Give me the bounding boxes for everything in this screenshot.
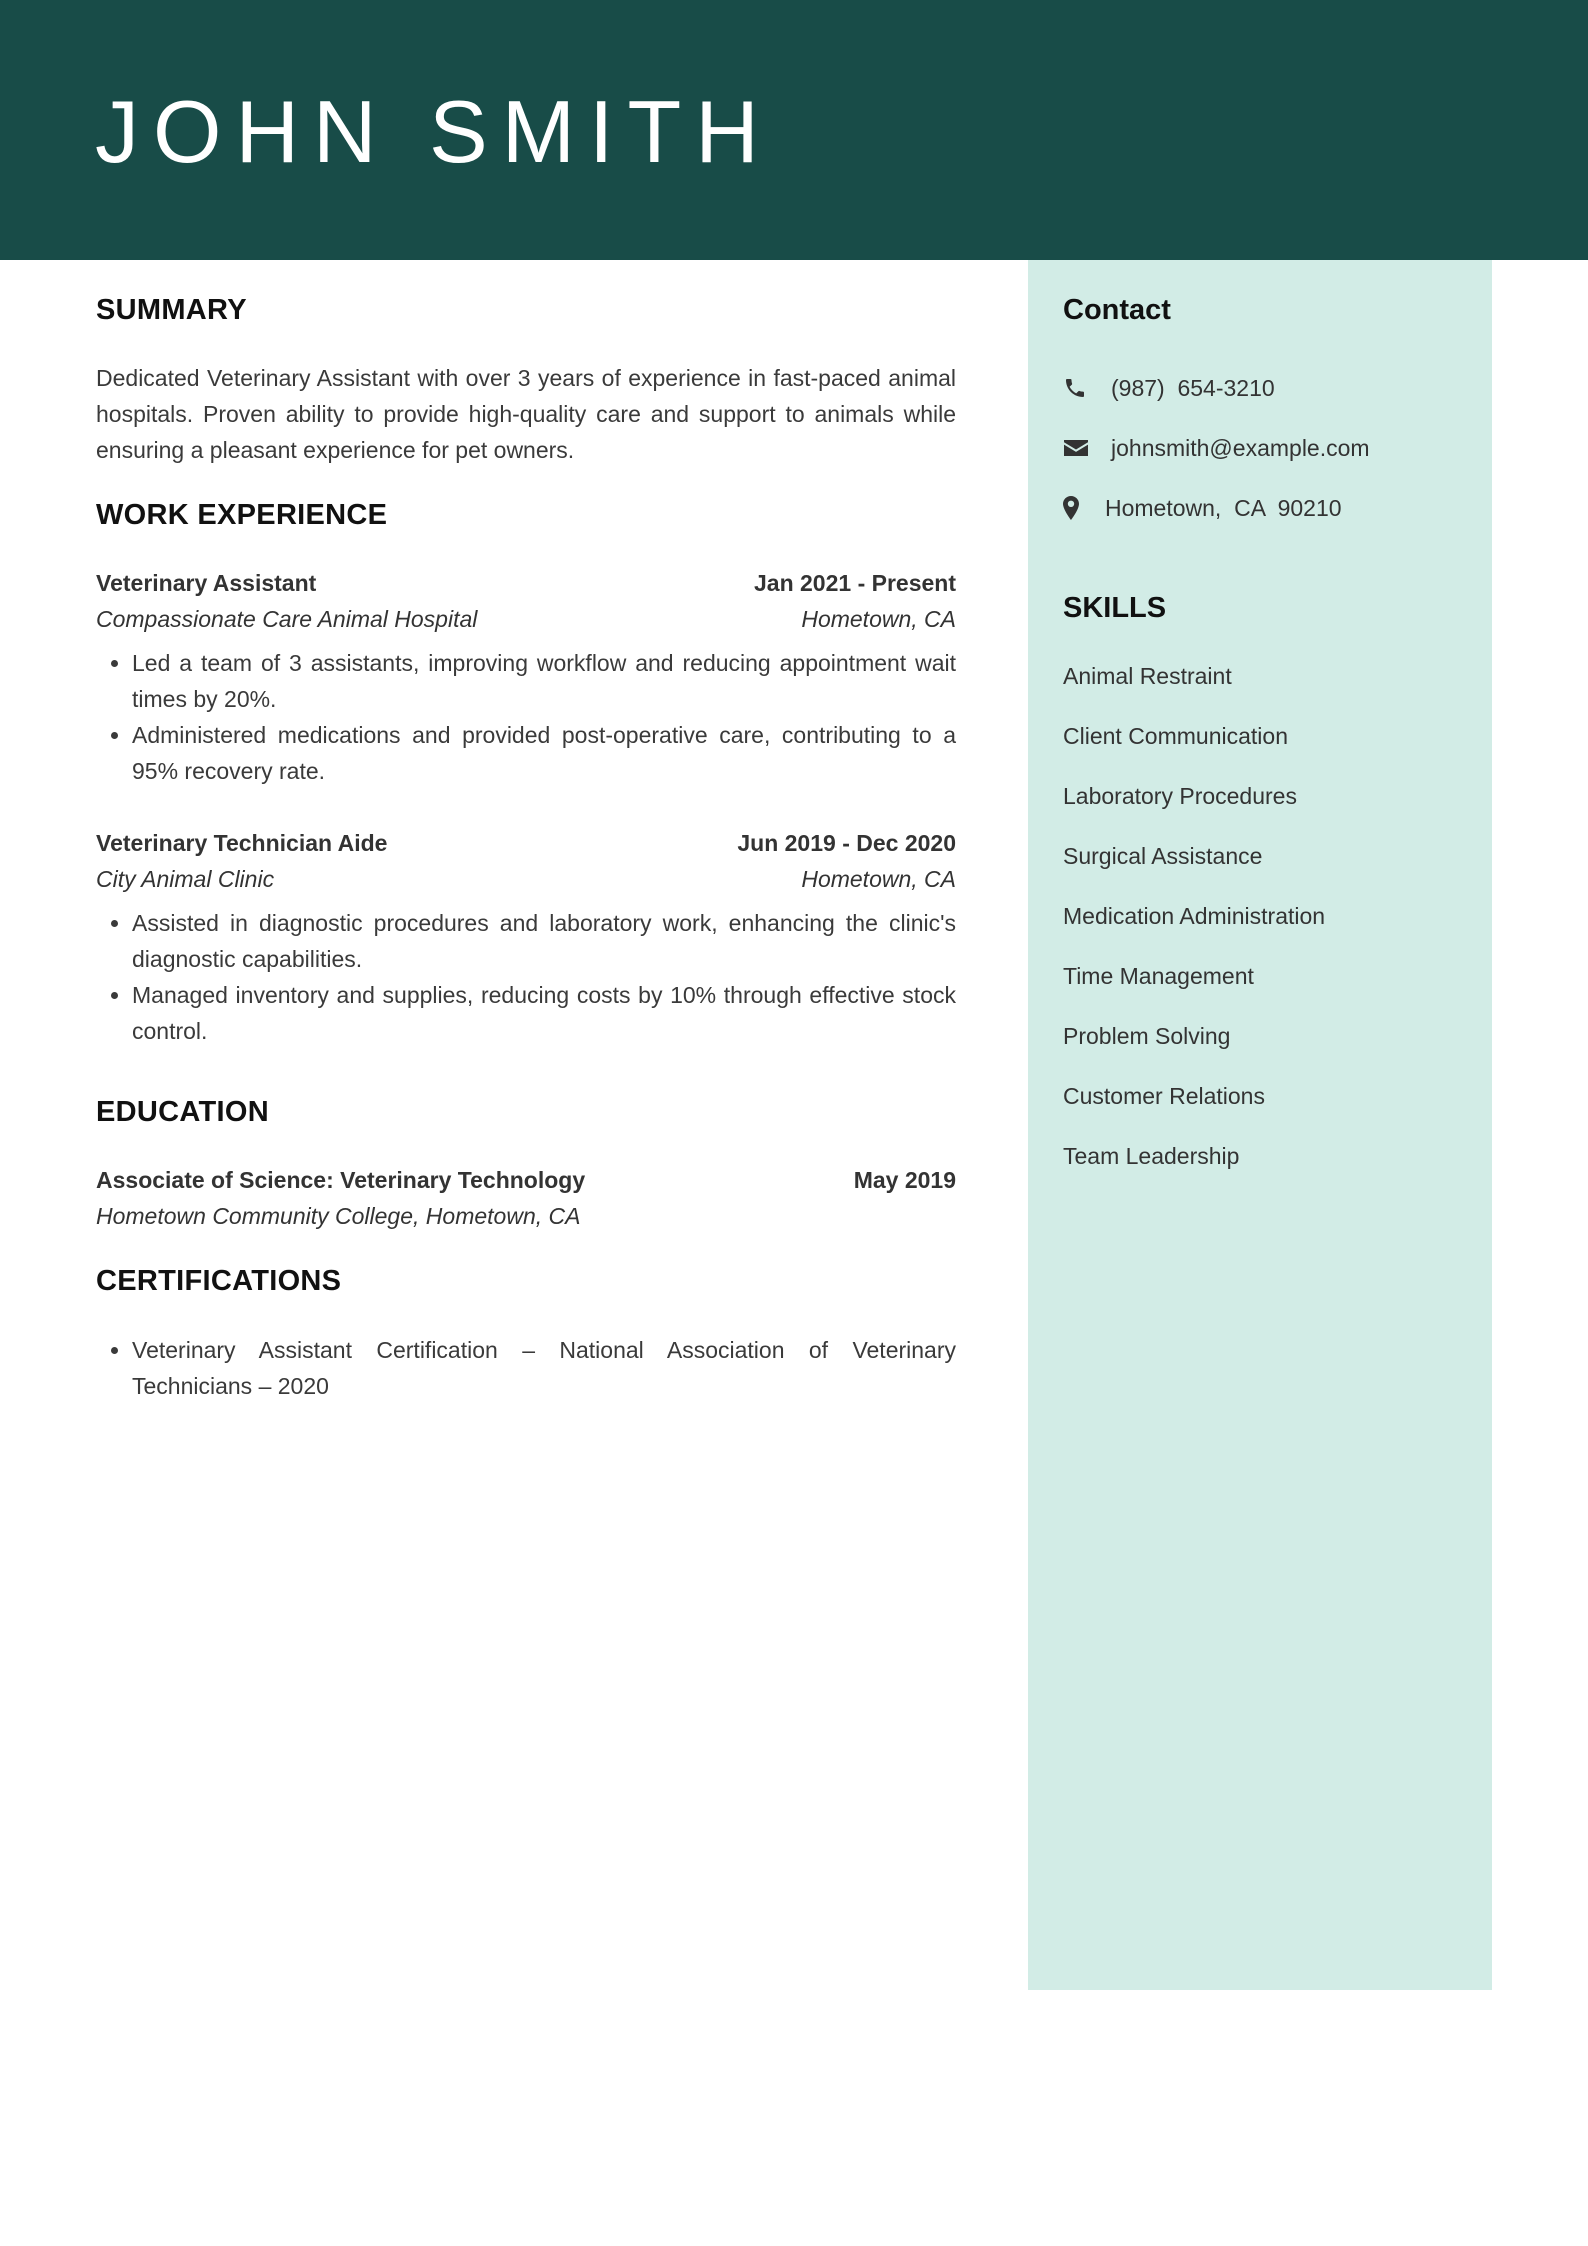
job-entry [96,565,956,789]
education-school: Hometown Community College, Hometown, CA [96,1203,581,1229]
job-bullet: • Assisted in diagnostic procedures and laboratory work, enhancing the clinic's diagnostic capabilities. [132,905,956,977]
contact-phone [1063,370,1275,406]
skills-list [1063,658,1325,1198]
certifications-heading: CERTIFICATIONS [96,1265,342,1297]
candidate-name: JOHN SMITH [95,82,773,181]
job-role: Veterinary Technician Aide [96,830,388,856]
contact-address-text: Hometown, CA 90210 [1105,494,1342,521]
job-bullets [96,905,956,1049]
skill-item: Team Leadership [1063,1143,1240,1169]
skill-item: Laboratory Procedures [1063,783,1297,809]
certification-item: • Veterinary Assistant Certification – National Association of Veterinary Technicians – 2020 [132,1332,956,1404]
job-role: Veterinary Assistant [96,570,317,596]
summary-heading: SUMMARY [96,294,247,326]
skill-item: Customer Relations [1063,1083,1265,1109]
education-heading: EDUCATION [96,1096,269,1128]
education-degree: Associate of Science: Veterinary Technology [96,1167,586,1193]
contact-address [1063,490,1342,526]
contact-heading: Contact [1063,294,1171,326]
education-date: May 2019 [853,1167,956,1193]
phone-icon [1063,375,1089,401]
sidebar [1028,260,1492,1990]
contact-phone-text: (987) 654-3210 [1111,374,1275,401]
skills-heading: SKILLS [1063,592,1167,624]
job-bullet: • Led a team of 3 assistants, improving workflow and reducing appointment wait times by 20%. [132,645,956,717]
skill-item: Time Management [1063,963,1254,989]
education-entry [96,1162,956,1234]
skill-item: Client Communication [1063,723,1288,749]
job-bullet: • Administered medications and provided post-operative care, contributing to a 95% recovery rate. [132,717,956,789]
job-entry [96,825,956,1049]
certifications-list [96,1332,956,1404]
contact-email-text: johnsmith@example.com [1111,434,1370,461]
envelope-icon [1063,435,1089,461]
job-location: Hometown, CA [801,866,956,892]
skill-item: Animal Restraint [1063,663,1232,689]
job-employer: City Animal Clinic [96,866,275,892]
job-dates: Jun 2019 - Dec 2020 [737,830,956,856]
job-employer: Compassionate Care Animal Hospital [96,606,478,632]
contact-email [1063,430,1370,466]
job-bullet: • Managed inventory and supplies, reducing costs by 10% through effective stock control. [132,977,956,1049]
summary-text: Dedicated Veterinary Assistant with over 3 years of experience in fast-paced animal hospitals. Proven ability to provide high-quality care and support to animals while ensuring a pleasant experience for pet owners. [96,365,956,463]
job-location: Hometown, CA [801,606,956,632]
header-banner [0,0,1588,260]
skill-item: Surgical Assistance [1063,843,1263,869]
skill-item: Medication Administration [1063,903,1326,929]
work-experience-heading: WORK EXPERIENCE [96,499,388,531]
job-dates: Jan 2021 - Present [753,570,956,596]
map-marker-icon [1063,495,1083,521]
skill-item: Problem Solving [1063,1023,1231,1049]
job-bullets [96,645,956,789]
